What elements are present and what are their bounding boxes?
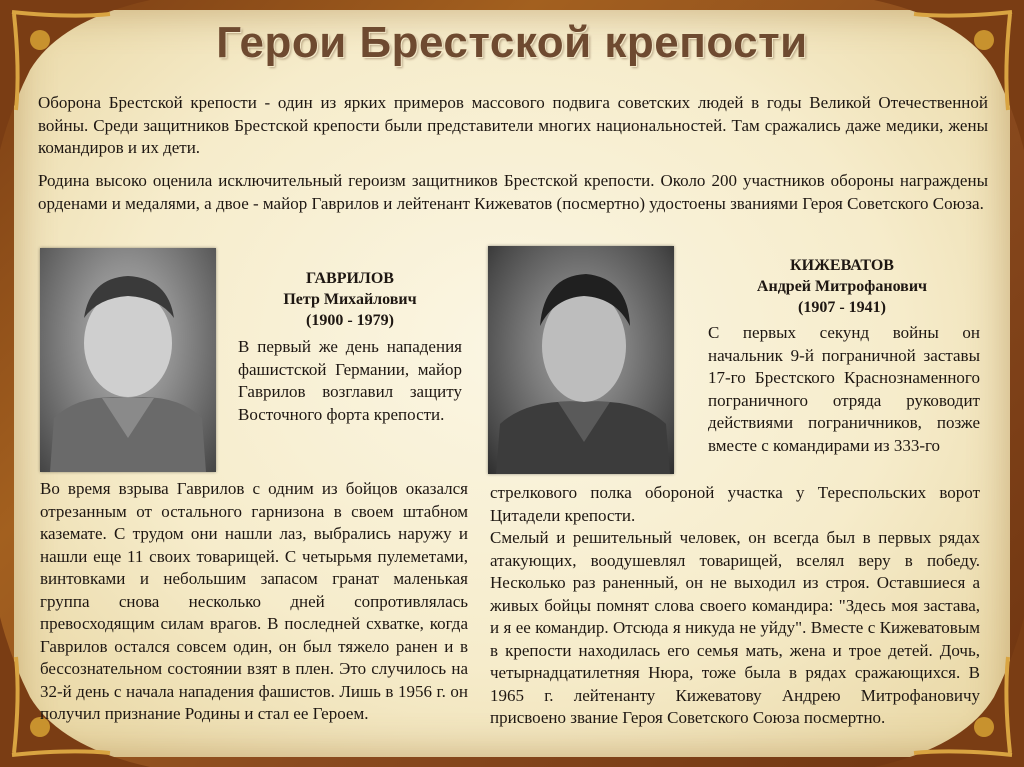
intro-paragraph-1: Оборона Брестской крепости - один из ярких примеров массового подвига советских людей в годы Великой Отечественной войны. Среди защитников Брестской крепости были представители многих национальностей. Там сражались даже медики, жены командиров и их дети. [38, 93, 988, 157]
kizhevatov-years: (1907 - 1941) [798, 299, 886, 316]
kizhevatov-intro-text: С первых секунд войны он начальник 9-й пограничной заставы 17-го Брестского Краснознаменного пограничного отряда руководит действиями пограничников, позже вместе с командирами из 333-го [708, 323, 980, 455]
kizhevatov-story-text-1: стрелкового полка обороной участка у Тереспольских ворот Цитадели крепости. [490, 483, 980, 525]
gavrilov-years: (1900 - 1979) [306, 312, 394, 329]
gavrilov-given-name: Петр Михайлович [283, 291, 417, 308]
page-title: Герои Брестской крепости [216, 18, 808, 67]
kizhevatov-surname: КИЖЕВАТОВ [790, 257, 894, 274]
kizhevatov-story-text-2: Смелый и решительный человек, он всегда был в первых рядах атакующих, воодушевлял товарищей, вселял веру в победу. Несколько раз раненный, он не выходил из строя. Оставшиеся а живых бойцы помнят слова своего командира: "Здесь моя застава, и я ее командир. Отсюда я никуда не уйду". Вместе с Кижеватовым в крепости находилась его семья мать, жена и трое детей. Дочь, четырнадцатилетняя Нюра, тоже была в рядах сражающихся. В 1965 г. лейтенанту Кижеватову Андрею Митрофановичу присвоено звание Героя Советского Союза посмертно. [490, 528, 980, 727]
kizhevatov-portrait [488, 246, 674, 474]
intro-paragraph-2: Родина высоко оценила исключительный героизм защитников Брестской крепости. Около 200 участников обороны награждены орденами и медалями, а двое - майор Гаврилов и лейтенант Кижеватов (посмертно) удостоены званиями Героя Советского Союза. [38, 171, 988, 213]
kizhevatov-given-name: Андрей Митрофанович [756, 278, 928, 295]
gavrilov-name-block [240, 268, 460, 331]
gavrilov-intro-text: В первый же день нападения фашистской Германии, майор Гаврилов возглавил защиту Восточного форта крепости. [238, 337, 462, 424]
gavrilov-surname: ГАВРИЛОВ [306, 270, 394, 287]
kizhevatov-story [490, 482, 980, 730]
kizhevatov-name-block [700, 255, 984, 318]
gavrilov-story-text: Во время взрыва Гаврилов с одним из бойцов оказался отрезанным от остального гарнизона в своем штабном каземате. С трудом они нашли лаз, выбрались наружу и нашли еще 11 своих товарищей. С четырьмя пулеметами, винтовками и небольшим запасом гранат маленькая группа снова несколько дней сопротивлялась превосходящим силам врагов. В последней схватке, когда Гаврилов остался совсем один, он был тяжело ранен и в бессознательном состоянии взят в плен. Это случилось на 32-й день с начала нападения фашистов. Лишь в 1956 г. он получил признание Родины и стал ее Героем. [40, 479, 468, 723]
gavrilov-portrait [40, 248, 216, 472]
